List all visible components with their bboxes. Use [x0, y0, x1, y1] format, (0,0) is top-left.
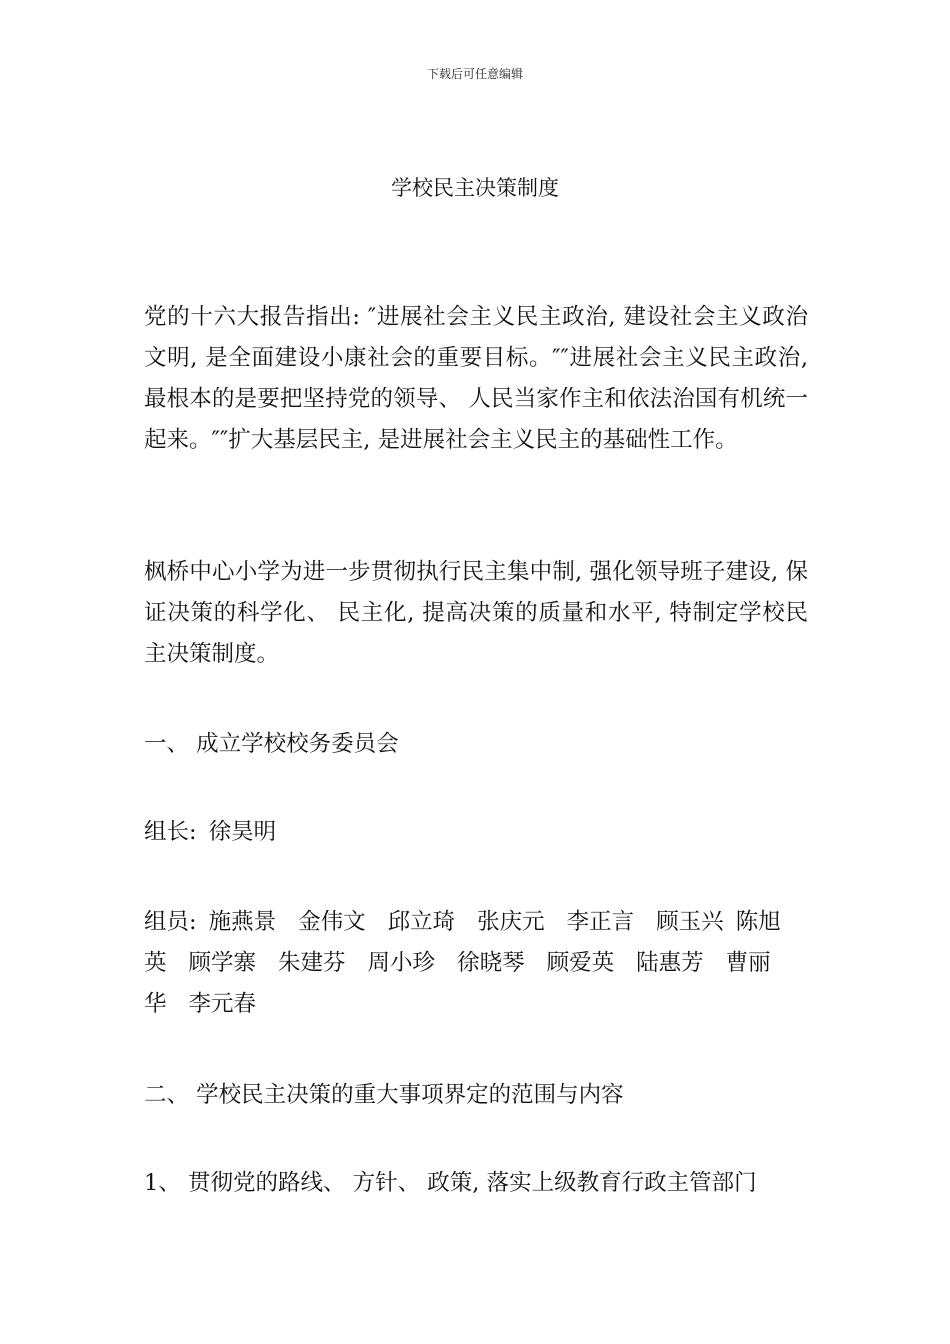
member-name: 陆惠芳: [636, 950, 704, 976]
member-name: 华: [144, 991, 167, 1017]
member-name: 顾学寨: [188, 950, 257, 976]
scope-item-1: 1、 贯彻党的路线、 方针、 政策, 落实上级教育行政主管部门: [144, 1170, 757, 1196]
member-name: 徐晓琴: [457, 950, 525, 976]
committee-leader: [144, 812, 808, 853]
member-name: 李正言: [566, 909, 635, 935]
member-name: 周小珍: [367, 950, 436, 976]
paragraph-intro-report: 党的十六大报告指出: ″进展社会主义民主政治, 建设社会主义政治文明, 是全面建设小康社会的重要目标。″″进展社会主义民主政治, 最根本的是要把坚持党的领导、 人民当家作主和依法治国有机统一起来。″″扩大基层民主, 是进展社会主义民主的基础性工作。: [144, 304, 808, 453]
page-header-note: 下载后可任意编辑: [426, 67, 523, 81]
member-name: 金伟文: [298, 909, 366, 935]
member-name: 顾爱英: [546, 950, 615, 976]
leader-label: 组长:: [144, 819, 197, 845]
member-name: 曹丽: [725, 950, 771, 976]
members-label: 组员:: [144, 909, 197, 935]
section-heading-committee: 一、 成立学校校务委员会: [144, 731, 399, 757]
members-line-2: [144, 943, 808, 984]
paragraph-school-purpose: 枫桥中心小学为进一步贯彻执行民主集中制, 强化领导班子建设, 保证决策的科学化、 民主化, 提高决策的质量和水平, 特制定学校民主决策制度。: [144, 559, 808, 667]
members-line-1: [144, 902, 808, 943]
member-name: 张庆元: [477, 909, 545, 935]
members-line-3: [144, 984, 808, 1025]
document-title: 学校民主决策制度: [391, 176, 559, 200]
member-name: 施燕景: [208, 909, 277, 935]
leader-name: 徐昊明: [208, 819, 277, 845]
member-name: 邱立琦: [387, 909, 456, 935]
member-name: 顾玉兴: [656, 909, 724, 935]
section-heading-scope: 二、 学校民主决策的重大事项界定的范围与内容: [144, 1082, 624, 1108]
committee-members: [144, 902, 808, 1025]
member-name: 陈旭: [735, 909, 781, 935]
member-name: 英: [144, 950, 167, 976]
member-name: 李元春: [188, 991, 257, 1017]
member-name: 朱建芬: [278, 950, 346, 976]
